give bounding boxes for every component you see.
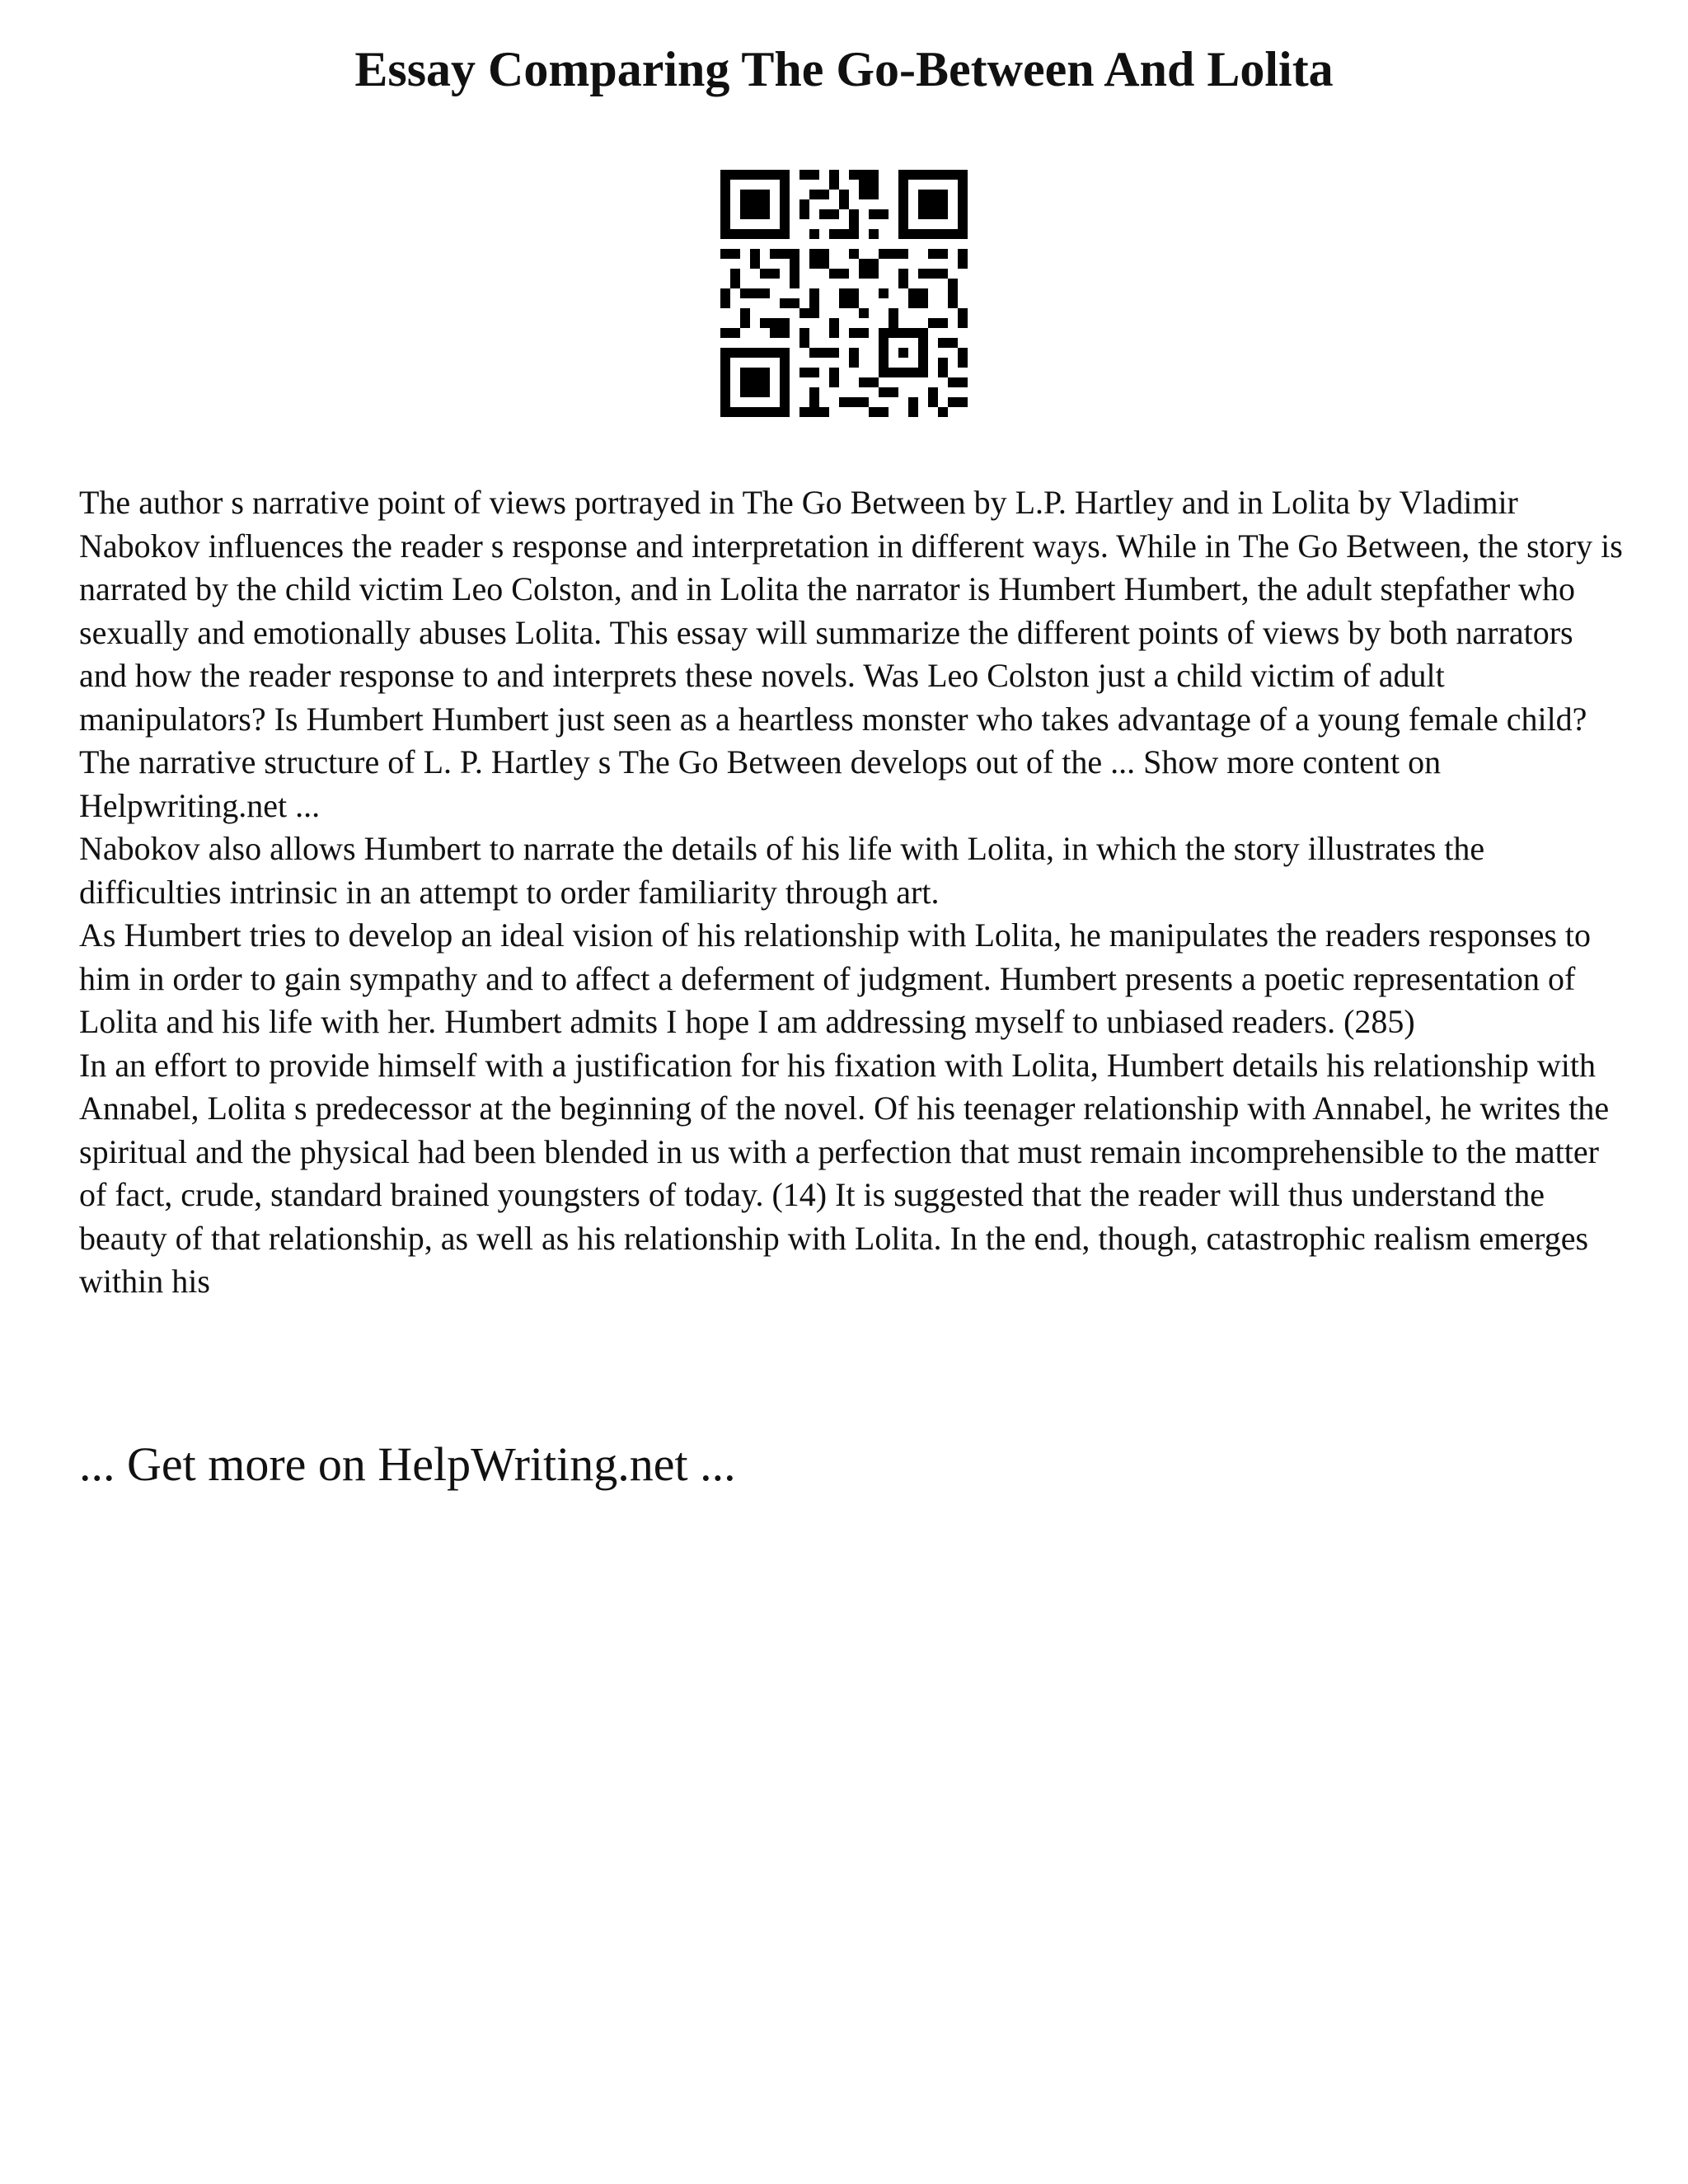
get-more-link[interactable]: ... Get more on HelpWriting.net ... <box>79 1437 736 1491</box>
paragraph: The author s narrative point of views portrayed in The Go Between by L.P. Hartley and in Lolita by Vladimir Nabokov influences the reader s response and interpretation in different ways. While in The Go Between, the story is narrated by the child victim Leo Colston, and in Lolita the narrator is Humbert Humbert, the adult stepfather who sexually and emotionally abuses Lolita. This essay will summarize the different points of views by both narrators and how the reader response to and interprets these novels. Was Leo Colston just a child victim of adult manipulators? Is Humbert Humbert just seen as a heartless monster who takes advantage of a young female child? <box>79 484 1623 738</box>
paragraph: In an effort to provide himself with a justification for his fixation with Lolita, Humbert details his relationship with Annabel, Lolita s predecessor at the beginning of the novel. Of his teenager relationship with Annabel, he writes the spiritual and the physical had been blended in us with a perfection that must remain incomprehensible to the matter of fact, crude, standard brained youngsters of today. (14) It is suggested that the reader will thus understand the beauty of that relationship, as well as his relationship with Lolita. In the end, though, catastrophic realism emerges within his <box>79 1046 1610 1300</box>
paragraph: As Humbert tries to develop an ideal vision of his relationship with Lolita, he manipulates the readers responses to him in order to gain sympathy and to affect a deferment of judgment. Humbert presents a poetic representation of Lolita and his life with her. Humbert admits I hope I am addressing myself to unbiased readers. (285) <box>79 916 1592 1040</box>
paragraph: The narrative structure of L. P. Hartley s The Go Between develops out of the ... Show more content on Helpwriting.net ... <box>79 743 1442 824</box>
page-title: Essay Comparing The Go-Between And Lolita <box>354 42 1334 96</box>
essay-body <box>79 481 1629 1304</box>
paragraph: Nabokov also allows Humbert to narrate the details of his life with Lolita, in which the story illustrates the difficulties intrinsic in an attempt to order familiarity through art. <box>79 830 1485 911</box>
qr-code-graphic <box>720 170 968 417</box>
qr-code-icon <box>720 170 968 417</box>
